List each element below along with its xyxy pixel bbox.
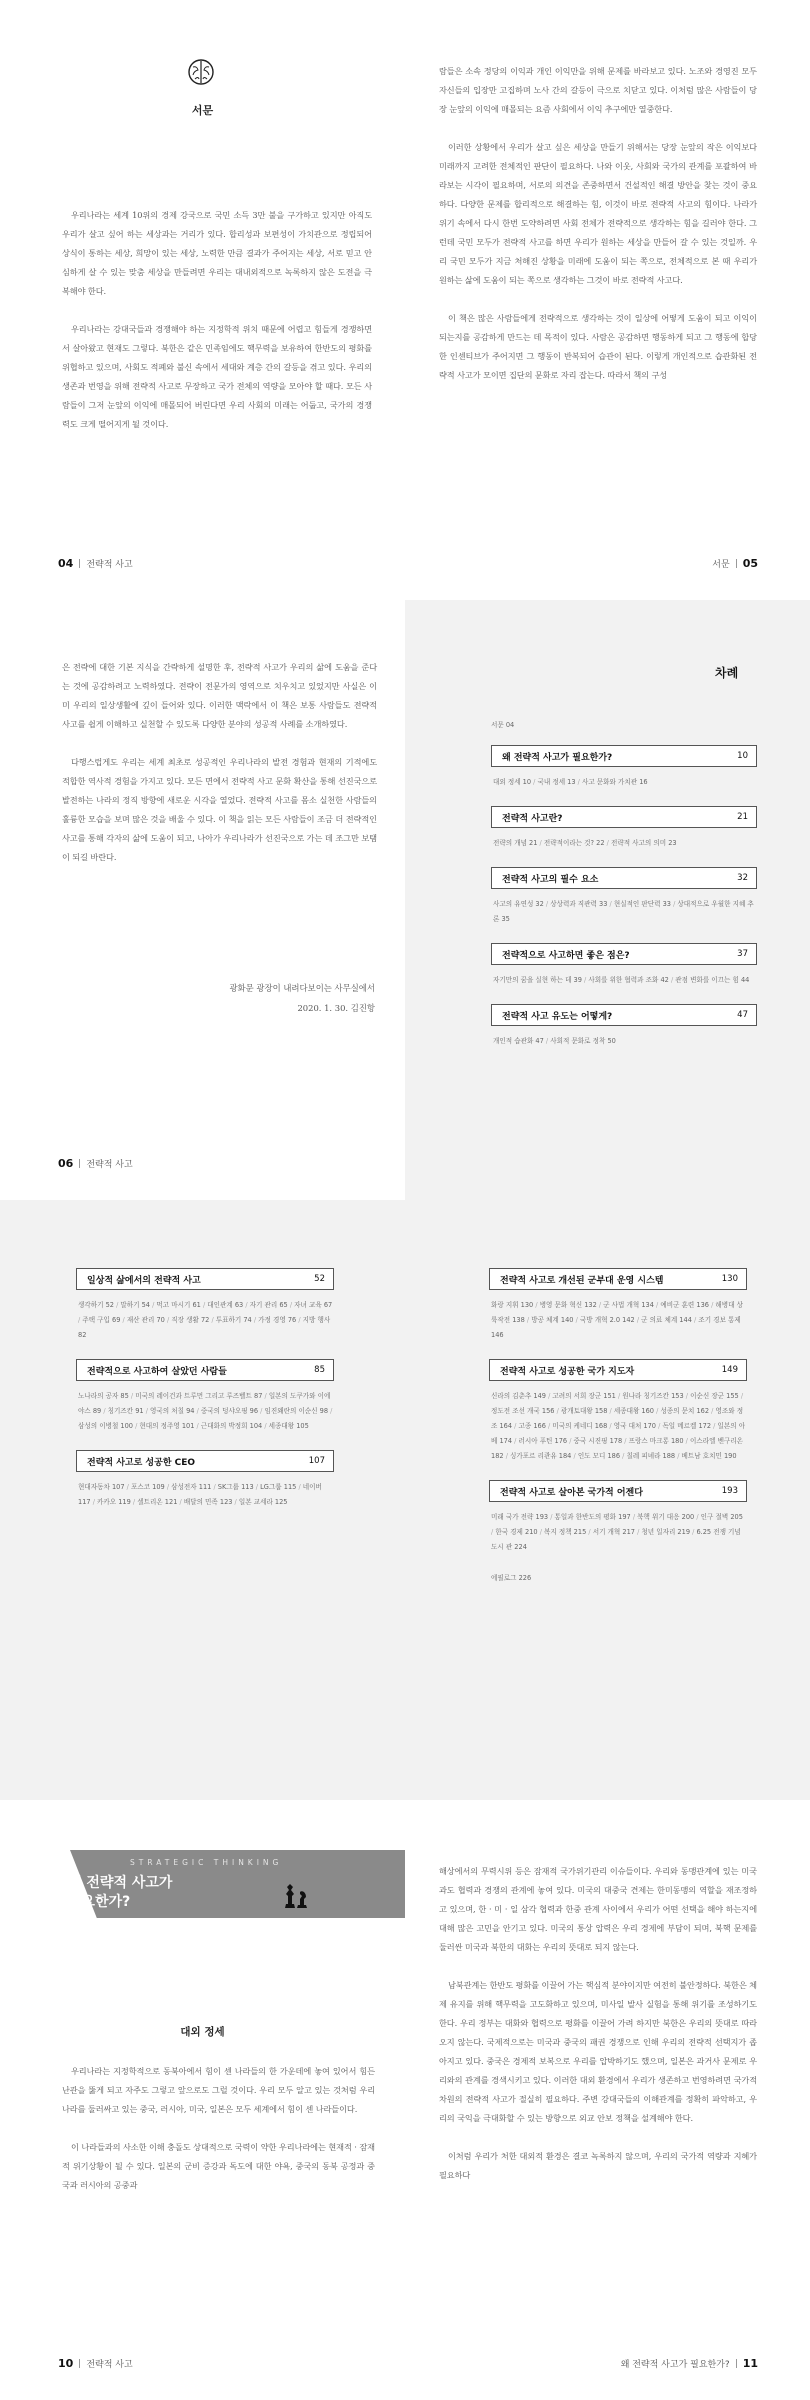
paragraph: 람들은 소속 정당의 이익과 개인 이익만을 위해 문제를 바라보고 있다. 노조와 경영진 모두 자신들의 입장만 고집하며 노사 간의 갈등이 극으로 치닫고 있다. 이처럼 많은 사람들이 당장 눈앞의 이익에 매몰되는 요즘 사회에서 이익 추구에만 열중한다. — [439, 66, 757, 114]
strategic-thinking-label: STRATEGIC THINKING — [130, 1858, 283, 1867]
page-number: 06 — [58, 1157, 74, 1170]
paragraph: 이러한 상황에서 우리가 살고 싶은 세상을 만들기 위해서는 당장 눈앞의 작은 이익보다 미래까지 고려한 전체적인 판단이 필요하다. 나와 이웃, 사회와 국가의 관계를 포괄하여 바라보는 시각이 필요하며, 서로의 의견을 존중하면서 건설적인 해결 방안을 찾는 것이 중요하다. 다양한 문제를 합리적으로 해결하는 힘, 이것이 바로 전략적 사고의 힘이다. 나라가 위기 속에서 다시 한번 도약하려면 사회 전체가 전략적으로 생각하는 힘을 길러야 한다. 그런데 국민 모두가 전략적 사고를 하면 우리가 원하는 세상을 만들어 갈 수 있는 것일까. 우리 국민 모두가 지금 처해진 상황을 미래에 도움이 되는 쪽으로, 전체적으로 본 때 우리가 원하는 삶에 도움이 되는 쪽으로 생각하는 그것이 바로 전략적 사고다. — [439, 142, 757, 285]
running-title: 전략적 사고 — [86, 1160, 133, 1170]
paragraph: 다행스럽게도 우리는 세계 최초로 성공적인 우리나라의 발전 경험과 현재의 기적에도 적합한 역사적 경험을 가지고 있다. 모든 면에서 전략적 사고 문화 확산을 통해 선진국으로 발전하는 나라의 정직 방향에 새로운 시각을 열었다. 전략적 사고를 몸소 실천한 사람들의 훌륭한 모습을 보며 많은 것을 배울 수 있다. 이 책을 읽는 모든 사람들이 조금 더 전략적인 사고를 통해 각자의 삶에 도움이 되고, 나아가 우리나라가 선진국으로 가는 데 조그만 보탬이 되길 바란다. — [62, 757, 377, 862]
toc-item: 현대자동차 107 — [78, 1483, 125, 1491]
toc-subitems — [491, 1510, 747, 1555]
toc-item: / 군 사법 개혁 134 — [597, 1301, 654, 1309]
page-number: 11 — [742, 2357, 758, 2370]
toc-item: 생각하기 52 — [78, 1301, 114, 1309]
toc-item: / 광개토대왕 158 — [554, 1407, 607, 1415]
toc-item: / 영국의 처칠 94 — [144, 1407, 195, 1415]
toc-item: 노나라의 공자 85 — [78, 1392, 129, 1400]
preface-body-right — [439, 62, 757, 404]
toc-item: / 말하기 54 — [114, 1301, 150, 1309]
spread4-right-page — [405, 1800, 810, 2400]
paragraph: 우리나라는 세계 10위의 경제 강국으로 국민 소득 3만 불을 구가하고 있지만 아직도 우리가 살고 싶어 하는 세상과는 거리가 있다. 합리성과 보편성이 가치관으로 정립되어 상식이 통하는 세상, 희망이 있는 세상, 노력한 만큼 결과가 주어지는 세상, 서로 믿고 안심하게 살 수 있는 맞춤 세상을 만들려면 우리는 대내외적으로 녹록하지 않은 도전을 극복해야 한다. — [62, 210, 372, 296]
toc-item: / 전략적이라는 것? 22 — [537, 839, 604, 847]
chapter-page: 47 — [737, 1010, 748, 1020]
page-number: 10 — [58, 2357, 74, 2370]
toc-subitems — [493, 836, 757, 851]
chapter-title: 전략적 사고란? — [502, 813, 563, 824]
chapter-page: 52 — [314, 1274, 325, 1284]
paragraph: 남북관계는 한반도 평화를 이끌어 가는 핵심적 분야이지만 여전히 불안정하다. 북한은 체제 유지를 위해 핵무력을 고도화하고 있으며, 미사일 발사 실험을 통해 위기를 조성하기도 한다. 우리 정부는 대화와 협력으로 평화를 이끌어 가려 하지만 북한은 우리의 뜻대로 따라오지 않는다. 국제적으로는 미국과 중국의 패권 경쟁으로 인해 우리의 전략적 선택지가 좁아지고 있다. 중국은 경제적 보복으로 우리를 압박하기도 했으며, 일본은 과거사 문제로 우리와의 관계를 경색시키고 있다. 이러한 대외 환경에서 우리가 생존하고 번영하려면 국가적 차원의 전략적 사고가 절실히 필요하다. 주변 강대국들의 이해관계를 정확히 파악하고, 우리의 국익을 극대화할 수 있는 방향으로 외교 안보 정책을 설계해야 한다. — [439, 1980, 757, 2123]
chapter-title-line: 필요한가? — [68, 1894, 131, 1910]
toc-item: / 칭기즈칸 91 — [101, 1407, 143, 1415]
toc-chapter-6[interactable] — [76, 1268, 334, 1290]
toc-item: / 칠레 피녜라 188 — [620, 1452, 675, 1460]
toc-item: / 셀트리온 121 — [131, 1498, 178, 1506]
toc-item: / 북핵 위기 대응 200 — [631, 1513, 695, 1521]
toc-list — [489, 1268, 747, 1602]
paragraph: 우리나라는 강대국들과 경쟁해야 하는 지정학적 위치 때문에 어렵고 힘들게 경쟁하면서 살아왔고 현재도 그렇다. 북한은 같은 민족임에도 핵무력을 보유하여 한반도의 평화를 위협하고 있으며, 사회도 적폐와 불신 속에서 세대와 계층 간의 갈등을 겪고 있다. 우리의 생존과 번영을 위해 전략적 사고로 무장하고 국가 전체의 역량을 모아야 할 때다. 모든 사람들이 그저 눈앞의 이익에 매몰되어 버린다면 우리 사회의 미래는 어둡고, 국가의 경쟁력도 크게 떨어지게 될 것이다. — [62, 324, 372, 429]
chapter-title — [68, 1874, 172, 1912]
chess-pieces-icon — [280, 1880, 310, 1910]
toc-subitems — [493, 973, 757, 988]
toc-list — [491, 718, 757, 1065]
chapter-body-right — [439, 1862, 757, 2204]
preface-body-left — [62, 206, 372, 453]
toc-item: / 일본 교세라 125 — [232, 1498, 287, 1506]
toc-item: / 고종 166 — [512, 1422, 546, 1430]
paragraph: 이처럼 우리가 처한 대외적 환경은 결코 녹록하지 않으며, 우리의 국가적 역량과 지혜가 필요하다 — [439, 2151, 757, 2180]
toc-subitems — [493, 897, 757, 927]
toc-item: / 재산 관리 70 — [120, 1316, 164, 1324]
toc-item: 화랑 지휘 130 — [491, 1301, 534, 1309]
toc-item: / 국방 개혁 2.0 142 — [573, 1316, 634, 1324]
toc-item: 전략의 개념 21 — [493, 839, 538, 847]
chapter-page: 37 — [737, 949, 748, 959]
toc-item: / 성종의 문치 162 — [654, 1407, 709, 1415]
toc-list — [76, 1268, 334, 1526]
toc-item: / 병영 문화 혁신 132 — [533, 1301, 597, 1309]
paragraph: 이 나라들과의 사소한 이해 충돌도 상대적으로 국력이 약한 우리나라에는 현재적 · 잠재적 위기상황이 될 수 있다. 일본의 군비 증강과 독도에 대한 야욕, 중국의 동북 공정과 중국과 러시아의 공중과 — [62, 2142, 375, 2190]
toc-item: / 직장 생활 72 — [165, 1316, 209, 1324]
toc-item: 개인적 습관화 47 — [493, 1037, 544, 1045]
toc-item: / 예비군 훈련 136 — [654, 1301, 709, 1309]
toc-item: / 자기 관리 65 — [243, 1301, 287, 1309]
toc-item: / 사회적 문화로 정착 50 — [544, 1037, 616, 1045]
toc-subitems — [491, 1298, 747, 1343]
spread3-left-page-toc — [0, 1200, 405, 1800]
chapter-title: 전략적 사고 유도는 어떻게? — [502, 1011, 613, 1022]
toc-item: / 청년 일자리 219 — [635, 1528, 690, 1536]
toc-chapter-7[interactable] — [76, 1359, 334, 1381]
toc-subitems — [78, 1389, 334, 1434]
toc-chapter-8[interactable] — [76, 1450, 334, 1472]
toc-item: / 영조와 정조 164 — [491, 1407, 743, 1430]
toc-subitems — [493, 1034, 757, 1049]
running-title: 왜 전략적 사고가 필요한가? — [620, 2360, 730, 2370]
toc-item: / 현실적인 판단력 33 — [607, 900, 671, 908]
toc-chapter-3[interactable] — [491, 867, 757, 889]
spread2-left-page — [0, 600, 405, 1200]
toc-item: / 현대의 정주영 101 — [133, 1422, 194, 1430]
toc-item: / 이순신 장군 155 — [684, 1392, 739, 1400]
chapter-title: 전략적으로 사고하여 살았던 사람들 — [87, 1366, 227, 1377]
preface-heading: 서문 — [191, 104, 214, 117]
toc-item: / 먹고 마시기 61 — [150, 1301, 201, 1309]
toc-item: / 복지 정책 215 — [538, 1528, 587, 1536]
toc-item: / 러시아 푸틴 176 — [512, 1437, 567, 1445]
toc-chapter-4[interactable] — [491, 943, 757, 965]
chapter-page: 130 — [721, 1274, 738, 1284]
chapter-page: 21 — [737, 812, 748, 822]
toc-item: / 세종대왕 105 — [262, 1422, 309, 1430]
toc-subitems — [493, 775, 757, 790]
toc-item: / 영국 대처 170 — [607, 1422, 656, 1430]
page-footer — [58, 2357, 133, 2370]
chapter-body-left — [62, 2062, 375, 2214]
chapter-page: 107 — [308, 1456, 325, 1466]
page-footer — [621, 2357, 758, 2370]
chapter-title: 전략적으로 사고하면 좋은 점은? — [502, 950, 630, 961]
toc-item: / 대인관계 63 — [201, 1301, 243, 1309]
toc-item: / 서기 개혁 217 — [586, 1528, 635, 1536]
toc-item: / 중국 시진핑 178 — [567, 1437, 622, 1445]
paragraph: 이 책은 많은 사람들에게 전략적으로 생각하는 것이 일상에 어떻게 도움이 되고 이익이 되는지를 공감하게 만드는 데 목적이 있다. 사람은 공감하면 행동하게 되고 그 행동에 합당한 인센티브가 주어지면 그 행동이 반복되어 습관이 된다. 이렇게 개인적으로 습관화된 전략적 사고가 모이면 집단의 문화로 자리 잡는다. 따라서 책의 구성 — [439, 313, 757, 380]
toc-item: / 네이버 117 — [78, 1483, 322, 1506]
chapter-page: 10 — [737, 751, 748, 761]
chapter-title-line: 왜 전략적 사고가 — [68, 1875, 173, 1891]
page-number: 04 — [58, 557, 74, 570]
toc-chapter-2[interactable] — [491, 806, 757, 828]
toc-item: / 사고 문화와 가치관 16 — [576, 778, 648, 786]
spread1-left-page — [0, 0, 405, 600]
toc-item: / 임진왜란의 이순신 98 — [258, 1407, 328, 1415]
chapter-page: 85 — [314, 1365, 325, 1375]
toc-item: / 가정 경영 76 — [252, 1316, 296, 1324]
toc-item: / 통일과 한반도의 평화 197 — [548, 1513, 631, 1521]
running-title: 전략적 사고 — [86, 560, 133, 570]
toc-subitems — [78, 1298, 334, 1343]
paragraph: 해상에서의 무력시위 등은 잠재적 국가위기관리 이슈들이다. 우리와 동맹관계에 있는 미국과도 협력과 경쟁의 관계에 놓여 있다. 미국의 대중국 견제는 한미동맹의 역할을 재조정하고 있으며, 한 · 미 · 일 삼각 협력과 한중 관계 사이에서 우리가 어떤 선택을 해야 하는지에 대해 많은 고민을 안기고 있다. 미국의 통상 압력은 우리 경제에 부담이 되며, 북핵 문제를 둘러싼 미국과 북한의 대화는 우리의 뜻대로 되지 않는다. — [439, 1866, 757, 1952]
page-number: 05 — [742, 557, 758, 570]
toc-item: / 상상력과 직관력 33 — [544, 900, 608, 908]
toc-chapter-10[interactable] — [489, 1359, 747, 1381]
toc-item: / 조기 경보 통제 146 — [491, 1316, 741, 1339]
toc-item: / 자녀 교육 67 — [288, 1301, 332, 1309]
toc-item: / 사회를 위한 협력과 조화 42 — [582, 976, 669, 984]
toc-item: / 근대화의 박정희 104 — [194, 1422, 262, 1430]
spread2-right-page-toc — [405, 600, 810, 1200]
chapter-title: 전략적 사고로 살아본 국가적 어젠다 — [500, 1487, 643, 1498]
toc-item: / 삼성전자 111 — [165, 1483, 212, 1491]
toc-item: / 투표하기 74 — [209, 1316, 251, 1324]
signature-date: 2020. 1. 30. 김진항 — [297, 1003, 375, 1013]
toc-item: / 국내 정세 13 — [531, 778, 575, 786]
page-footer — [712, 557, 758, 570]
toc-item: / 미국의 케네디 168 — [546, 1422, 607, 1430]
chapter-page: 149 — [721, 1365, 738, 1375]
toc-item: / 고려의 서희 장군 151 — [546, 1392, 616, 1400]
toc-item: / 상대적으로 우월한 지혜 추론 35 — [493, 900, 754, 923]
toc-item: / 이스라엘 벤구리온 182 — [491, 1437, 743, 1460]
chapter-title: 일상적 삶에서의 전략적 사고 — [87, 1275, 201, 1286]
toc-item: / 한국 경제 210 — [491, 1528, 538, 1536]
toc-item: / 지방 행사 82 — [78, 1316, 330, 1339]
toc-item: / 삼성의 이병철 100 — [78, 1407, 332, 1430]
toc-subitems — [491, 1389, 747, 1464]
toc-item: 신라의 김춘추 149 — [491, 1392, 546, 1400]
running-title: 서문 — [712, 560, 730, 570]
preface-continued-body — [62, 658, 377, 886]
chapter-title: 전략적 사고로 성공한 CEO — [87, 1457, 196, 1468]
toc-item: / 원나라 칭기즈칸 153 — [616, 1392, 684, 1400]
toc-epilogue: 에필로그 226 — [491, 1574, 532, 1582]
toc-item: 사고의 유연성 32 — [493, 900, 544, 908]
toc-item: 미래 국가 전략 193 — [491, 1513, 549, 1521]
toc-item: / 싱가포르 리콴유 184 — [504, 1452, 572, 1460]
toc-item: / SK그룹 113 — [211, 1483, 253, 1491]
toc-item: / 주택 구입 69 — [78, 1316, 120, 1324]
toc-heading: 차례 — [715, 666, 739, 680]
spread3-right-page-toc — [405, 1200, 810, 1800]
running-title: 전략적 사고 — [86, 2360, 133, 2370]
brain-icon — [187, 58, 215, 86]
page-footer — [58, 557, 133, 570]
chapter-title: 전략적 사고로 개선된 군부대 운영 시스템 — [500, 1275, 664, 1286]
toc-subitems — [78, 1480, 334, 1510]
toc-item: / 일본의 도쿠가와 이에야스 89 — [78, 1392, 330, 1415]
toc-item: / 배달의 민족 123 — [177, 1498, 232, 1506]
toc-item: / 포스코 109 — [125, 1483, 165, 1491]
toc-item: / 전략적 사고의 의미 23 — [605, 839, 677, 847]
signature-place: 광화문 광장이 내려다보이는 사무실에서 — [229, 983, 375, 993]
toc-item: / 카카오 119 — [91, 1498, 131, 1506]
toc-item: / 6.25 전쟁 기념 도시 관 224 — [491, 1528, 741, 1551]
toc-chapter-9[interactable] — [489, 1268, 747, 1290]
toc-item: / 군 의료 체계 144 — [635, 1316, 692, 1324]
toc-item: / 독일 메르켈 172 — [656, 1422, 711, 1430]
toc-item: 대외 정세 10 — [493, 778, 532, 786]
toc-item: / 인구 절벽 205 — [694, 1513, 743, 1521]
toc-item: / 베트남 호치민 190 — [675, 1452, 736, 1460]
page-footer — [58, 1157, 133, 1170]
toc-item: / 관점 변화를 이끄는 힘 44 — [669, 976, 750, 984]
toc-item: / 방공 체계 140 — [525, 1316, 574, 1324]
spread4-left-page — [0, 1800, 405, 2400]
toc-item: / 세종대왕 160 — [607, 1407, 654, 1415]
section-heading: 대외 정세 — [180, 2026, 225, 2038]
chapter-title: 왜 전략적 사고가 필요한가? — [502, 752, 613, 763]
signature-block — [229, 978, 375, 1018]
toc-chapter-1[interactable] — [491, 745, 757, 767]
chapter-title: 전략적 사고의 필수 요소 — [502, 874, 599, 885]
chapter-page: 32 — [737, 873, 748, 883]
toc-item: / 미국의 레이건과 트루먼 그리고 루즈벨트 87 — [129, 1392, 263, 1400]
toc-item: / 일본의 아베 174 — [491, 1422, 745, 1445]
toc-item: / 정도전 조선 개국 156 — [491, 1392, 743, 1415]
toc-item: / 프랑스 마크롱 180 — [622, 1437, 683, 1445]
paragraph: 우리나라는 지정학적으로 동북아에서 힘이 센 나라들의 한 가운데에 놓여 있어서 힘든 난관을 뚫게 되고 자주도 그렇고 앞으로도 그럴 것이다. 우리 모두 알고 있는 것처럼 우리나라를 둘러싸고 있는 중국, 러시아, 미국, 일본은 모두 세계에서 힘이 센 나라들이다. — [62, 2066, 375, 2114]
spread1-right-page — [405, 0, 810, 600]
paragraph: 은 전략에 대한 기본 지식을 간략하게 설명한 후, 전략적 사고가 우리의 삶에 도움을 준다는 것에 공감하려고 노력하였다. 전략이 전문가의 영역으로 치우치고 있었지만 사실은 이미 우리의 일상생활에 깊이 들어와 있다. 이러한 맥락에서 이 책은 보통 사람들도 전략적 사고를 쉽게 이해하고 실천할 수 있도록 다양한 분야의 성공적 사례를 소개하였다. — [62, 662, 377, 729]
toc-chapter-11[interactable] — [489, 1480, 747, 1502]
toc-item: / 인도 모디 186 — [571, 1452, 620, 1460]
toc-chapter-5[interactable] — [491, 1004, 757, 1026]
chapter-page: 193 — [721, 1486, 738, 1496]
toc-preface: 서문 04 — [491, 721, 515, 729]
toc-item: 자기만의 꿈을 실현 하는 데 39 — [493, 976, 582, 984]
toc-item: / 중국의 덩샤오핑 96 — [194, 1407, 258, 1415]
toc-item: / 해병대 상륙작전 138 — [491, 1301, 743, 1324]
chapter-title: 전략적 사고로 성공한 국가 지도자 — [500, 1366, 635, 1377]
toc-item: / LG그룹 115 — [254, 1483, 297, 1491]
